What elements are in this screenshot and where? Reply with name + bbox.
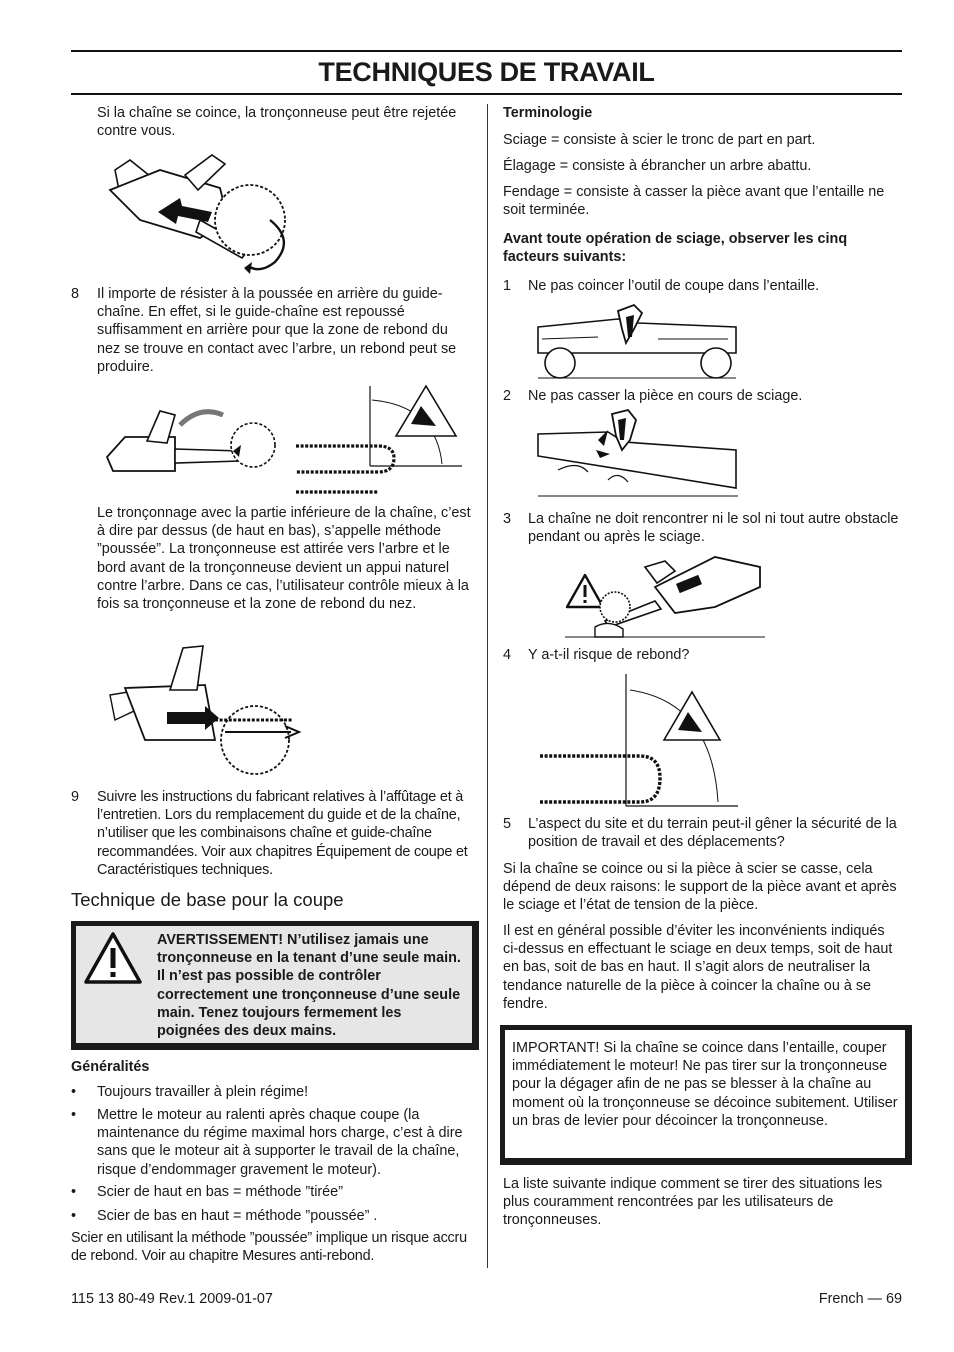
factor-1-text: Ne pas coincer l’outil de coupe dans l’entaille. bbox=[528, 278, 820, 294]
factor-2-text: Ne pas casser la pièce en cours de sciage. bbox=[528, 388, 803, 404]
footer-doc-ref: 115 13 80-49 Rev.1 2009-01-07 bbox=[71, 1291, 273, 1307]
chainsaw-ground-illustration bbox=[565, 557, 765, 639]
bullet-item: Toujours travailler à plein régime! bbox=[97, 1084, 309, 1100]
push-method-text: Le tronçonnage avec la partie inférieure de la chaîne, c’est à dire par dessus (de haut en bas), s’appelle méthode ”poussée”. La tronçonneuse est attirée vers l’arbre et le bord avant de la tronçonneuse devient un appui naturel contre l’arbre. Dans ce cas, l’utilisateur contrôle mieux à la fois sa tronçonneuse et la zone de rebond du nez. bbox=[97, 505, 471, 613]
important-text: IMPORTANT! Si la chaîne se coince dans l’entaille, couper immédiatement le moteur! Ne pas tirer sur la tronçonneuse pour la dégager afin de ne pas se blesser à la chaîne au moment où la tronçonneuse se décoince subitement. Utiliser un bras de levier pour décoincer la tronçonneuse. bbox=[512, 1040, 898, 1129]
factor-5-number: 5 bbox=[503, 816, 512, 832]
item-9-text: Suivre les instructions du fabricant relatives à l’affûtage et à l’entretien. Lors du remplacement du guide et de la chaîne, n’utiliser que les combinaisons chaîne et guide-chaîne recommandées. Voir aux chapitres Équipement de coupe et Caractéristiques techniques. bbox=[97, 789, 468, 878]
chainsaw-pinch-illustration bbox=[100, 150, 300, 278]
term-2: Élagage = consiste à ébrancher un arbre abattu. bbox=[503, 158, 812, 174]
section-heading: Technique de base pour la coupe bbox=[71, 889, 344, 910]
bullet-item: Scier de haut en bas = méthode ”tirée” bbox=[97, 1184, 343, 1200]
chainsaw-push-illustration bbox=[105, 640, 300, 780]
column-divider bbox=[487, 104, 488, 1268]
factor-2-number: 2 bbox=[503, 388, 512, 404]
item-9-number: 9 bbox=[71, 789, 80, 805]
terminology-title: Terminologie bbox=[503, 105, 593, 121]
factor-4-number: 4 bbox=[503, 647, 512, 663]
bullet-item: Mettre le moteur au ralenti après chaque coupe (la maintenance du régime maximal hors charge, c’est à dire sans que le moteur ait à supporter le travail de la chaîne, risque d’endommager gravement le moteur). bbox=[97, 1107, 463, 1178]
factor-3-text: La chaîne ne doit rencontrer ni le sol ni tout autre obstacle pendant ou après le sciage. bbox=[528, 511, 899, 546]
bullet-marker: • bbox=[71, 1084, 77, 1100]
right-closing-text: La liste suivante indique comment se tirer des situations les plus couramment rencontrées par les utilisateurs de tronçonneuses. bbox=[503, 1176, 883, 1229]
factor-4-text: Y a-t-il risque de rebond? bbox=[528, 647, 690, 663]
warning-box bbox=[71, 921, 479, 1050]
header-rule-bottom bbox=[71, 93, 902, 95]
bullet-marker: • bbox=[71, 1208, 77, 1224]
kickback-zone-diagram bbox=[296, 386, 462, 494]
log-pinch-illustration bbox=[538, 303, 736, 379]
header-rule-top bbox=[71, 50, 902, 52]
bullet-item: Scier de bas en haut = méthode ”poussée” . bbox=[97, 1208, 378, 1224]
item-8-text: Il importe de résister à la poussée en arrière du guide-chaîne. En effet, si le guide-chaîne est repoussé suffisamment en arrière pour que la zone de rebond du nez se trouve en contact avec l’arbre, un rebond peut se produire. bbox=[97, 286, 457, 375]
chainsaw-kickback-illustration bbox=[105, 405, 275, 475]
intro-text: Si la chaîne se coince, la tronçonneuse peut être rejetée contre vous. bbox=[97, 105, 457, 140]
factors-title: Avant toute opération de sciage, observer les cinq facteurs suivants: bbox=[503, 231, 848, 266]
log-break-illustration bbox=[538, 410, 738, 500]
paragraph-2: Il est en général possible d’éviter les inconvénients indiqués ci-dessus en effectuant le sciage en deux temps, soit de haut en bas, soit de bas en haut. Il s’agit alors de neutraliser la tendance naturelle de la pièce à coincer la chaîne ou à se fendre. bbox=[503, 923, 893, 1012]
bullet-marker: • bbox=[71, 1184, 77, 1200]
item-8-number: 8 bbox=[71, 286, 80, 302]
closing-text: Scier en utilisant la méthode ”poussée” implique un risque accru de rebond. Voir au chapitre Mesures anti-rebond. bbox=[71, 1230, 467, 1265]
warning-text: AVERTISSEMENT! N’utilisez jamais une tronçonneuse en la tenant d’une seule main. Il n’est pas possible de contrôler correctement une tronçonneuse d’une seule main. Tenez toujours fermement les poignées des deux mains. bbox=[157, 932, 461, 1040]
factor-3-number: 3 bbox=[503, 511, 512, 527]
general-title: Généralités bbox=[71, 1059, 150, 1075]
important-box bbox=[500, 1025, 912, 1165]
factor-1-number: 1 bbox=[503, 278, 512, 294]
term-1: Sciage = consiste à scier le tronc de part en part. bbox=[503, 132, 816, 148]
warning-triangle-icon bbox=[84, 932, 142, 984]
kickback-zone-diagram bbox=[540, 674, 738, 834]
factor-5-text: L’aspect du site et du terrain peut-il gêner la sécurité de la position de travail et des déplacements? bbox=[528, 816, 897, 851]
page-title: TECHNIQUES DE TRAVAIL bbox=[318, 57, 655, 87]
paragraph-1: Si la chaîne se coince ou si la pièce à scier se casse, cela dépend de deux raisons: le support de la pièce avant et après le sciage et l’état de tension de la pièce. bbox=[503, 861, 897, 914]
footer-page-number: French — 69 bbox=[818, 1291, 902, 1307]
term-3: Fendage = consiste à casser la pièce avant que l’entaille ne soit terminée. bbox=[503, 184, 885, 219]
bullet-marker: • bbox=[71, 1107, 77, 1123]
